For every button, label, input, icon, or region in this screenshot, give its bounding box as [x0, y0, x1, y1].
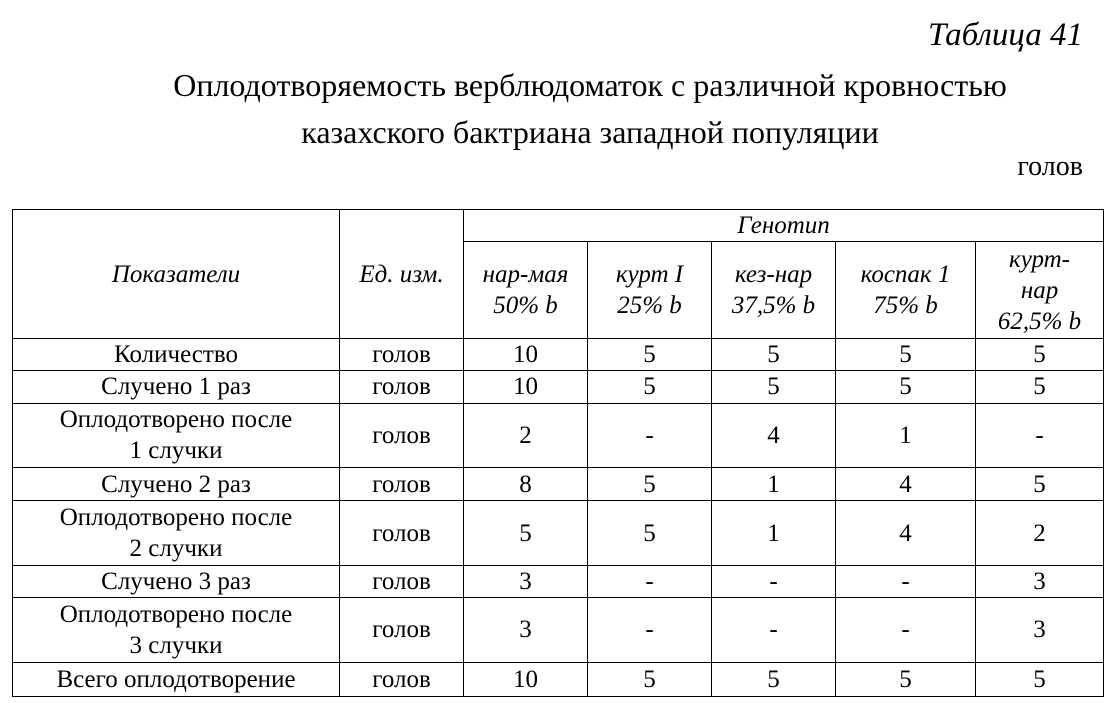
cell-value: 5	[712, 339, 836, 371]
row-label-line: Оплодотворено после	[59, 406, 293, 434]
row-label: Случено 2 раз	[13, 468, 340, 501]
cell-value: 10	[464, 371, 588, 403]
cell-value: -	[588, 403, 712, 468]
cell-value: 10	[464, 662, 588, 696]
cell-value: -	[976, 403, 1104, 468]
cell-value: 10	[464, 339, 588, 371]
cell-value: 1	[712, 501, 836, 566]
cell-value: 3	[464, 598, 588, 663]
genotype-blood: 50% b	[493, 292, 558, 320]
genotype-name: курт I	[615, 261, 684, 289]
row-label	[13, 501, 340, 566]
title-line: казахского бактриана западной популяции	[301, 114, 879, 150]
cell-value: 4	[712, 403, 836, 468]
cell-value: 5	[976, 468, 1104, 501]
cell-value: 5	[976, 662, 1104, 696]
table-row	[13, 501, 1104, 566]
row-label-line: 2 случки	[129, 535, 223, 563]
header-genotype: Генотип	[464, 210, 1104, 242]
cell-value: 1	[836, 403, 976, 468]
row-label: Количество	[13, 339, 340, 371]
table-row	[13, 565, 1104, 597]
genotype-blood: 75% b	[873, 292, 938, 320]
title-line: Оплодотворяемость верблюдоматок с различной кровностью	[173, 67, 1007, 103]
genotype-blood: 62,5% b	[997, 307, 1082, 335]
cell-value: 4	[836, 501, 976, 566]
table-row	[13, 598, 1104, 663]
table-number: Таблица 41	[928, 17, 1083, 53]
fertility-table	[12, 209, 1104, 697]
row-label	[13, 598, 340, 663]
cell-value: 5	[836, 371, 976, 403]
cell-value: 3	[976, 598, 1104, 663]
row-unit: голов	[340, 501, 464, 566]
cell-value: -	[836, 598, 976, 663]
row-label-line: Оплодотворено после	[59, 504, 293, 532]
genotype-name: курт-	[1009, 245, 1071, 273]
genotype-header	[712, 242, 836, 339]
genotype-header	[836, 242, 976, 339]
cell-value: 2	[464, 403, 588, 468]
cell-value: 5	[588, 371, 712, 403]
row-label-line: Оплодотворено после	[59, 600, 293, 628]
cell-value: 5	[588, 662, 712, 696]
row-unit: голов	[340, 662, 464, 696]
genotype-blood: 25% b	[617, 292, 682, 320]
row-label-line: 1 случки	[129, 437, 223, 465]
cell-value: 5	[712, 662, 836, 696]
row-label: Всего оплодотворение	[13, 662, 340, 696]
row-unit: голов	[340, 565, 464, 597]
genotype-name: нар-мая	[482, 261, 569, 289]
header-unit: Ед. изм.	[340, 210, 464, 339]
cell-value: 5	[588, 468, 712, 501]
table-row	[13, 662, 1104, 696]
row-unit: голов	[340, 468, 464, 501]
genotype-header	[588, 242, 712, 339]
genotype-header	[976, 242, 1104, 339]
row-unit: голов	[340, 403, 464, 468]
cell-value: 5	[588, 339, 712, 371]
table-title	[0, 62, 1115, 156]
genotype-name-cont: нар	[1020, 276, 1059, 304]
cell-value: 5	[976, 371, 1104, 403]
row-label	[13, 403, 340, 468]
cell-value: 5	[836, 339, 976, 371]
table-row	[13, 468, 1104, 501]
cell-value: 5	[836, 662, 976, 696]
cell-value: 3	[464, 565, 588, 597]
row-unit: голов	[340, 371, 464, 403]
row-label-line: 3 случки	[129, 631, 223, 659]
table-row	[13, 339, 1104, 371]
cell-value: 2	[976, 501, 1104, 566]
cell-value: 5	[976, 339, 1104, 371]
cell-value: -	[712, 598, 836, 663]
row-label: Случено 1 раз	[13, 371, 340, 403]
genotype-name: кез-нар	[734, 261, 813, 289]
cell-value: -	[836, 565, 976, 597]
genotype-blood: 37,5% b	[731, 292, 816, 320]
header-indicator: Показатели	[13, 210, 340, 339]
table-row	[13, 371, 1104, 403]
cell-value: 5	[712, 371, 836, 403]
row-label: Случено 3 раз	[13, 565, 340, 597]
row-unit: голов	[340, 598, 464, 663]
cell-value: 8	[464, 468, 588, 501]
cell-value: 5	[588, 501, 712, 566]
cell-value: 1	[712, 468, 836, 501]
cell-value: 4	[836, 468, 976, 501]
cell-value: -	[588, 598, 712, 663]
unit-note: голов	[1017, 151, 1083, 182]
table-row	[13, 403, 1104, 468]
genotype-header	[464, 242, 588, 339]
cell-value: 3	[976, 565, 1104, 597]
genotype-name: коспак 1	[860, 261, 951, 289]
cell-value: -	[712, 565, 836, 597]
row-unit: голов	[340, 339, 464, 371]
cell-value: 5	[464, 501, 588, 566]
cell-value: -	[588, 565, 712, 597]
